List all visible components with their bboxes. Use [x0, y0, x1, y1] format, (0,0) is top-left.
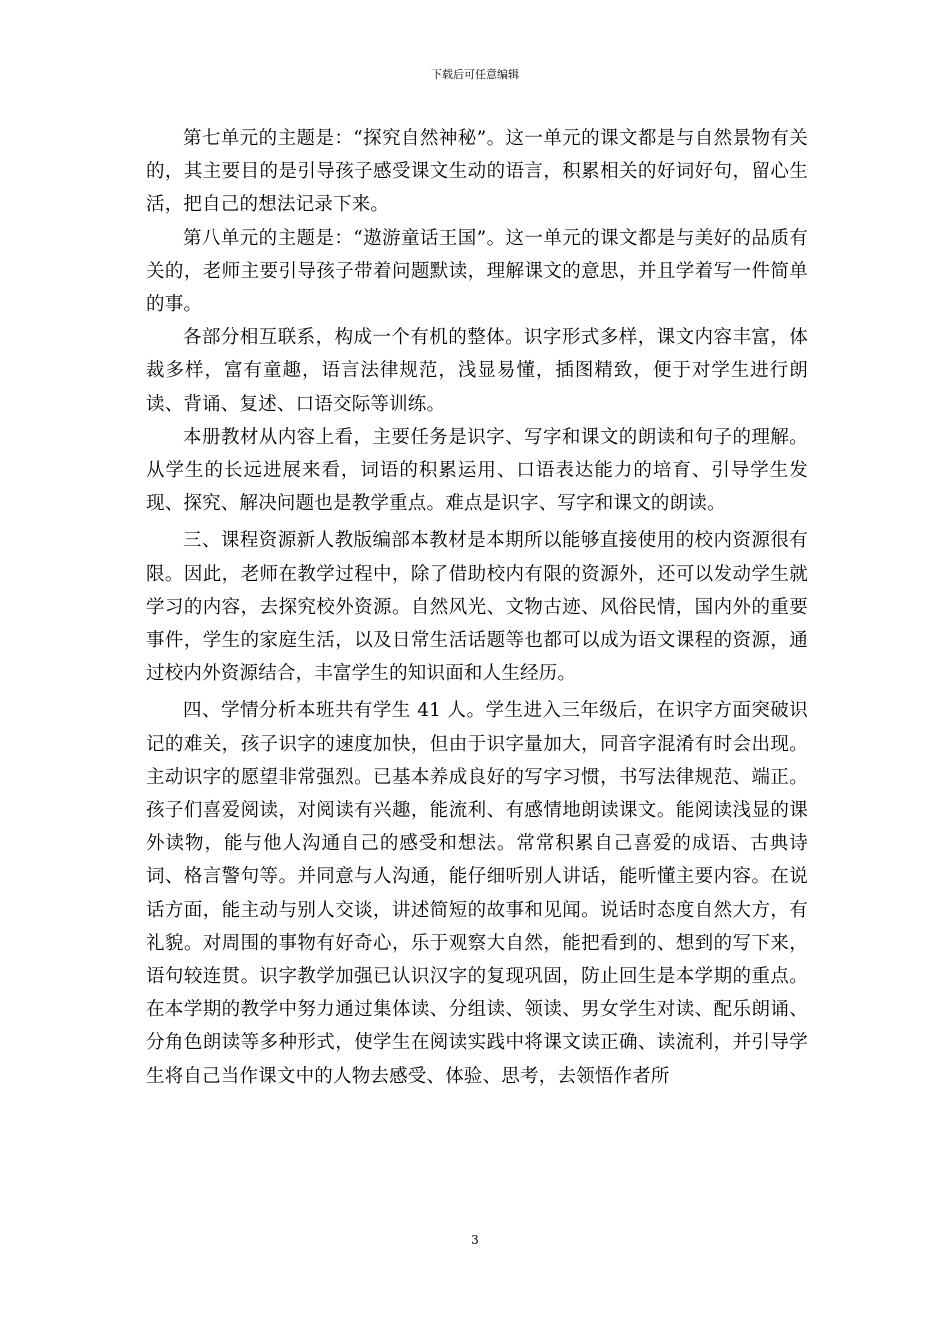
- document-body: [146, 122, 808, 1093]
- paragraph-student-analysis: 四、学情分析本班共有学生 41 人。学生进入三年级后，在识字方面突破识记的难关，孩子识字的速度加快，但由于识字量加大，同音字混淆有时会出现。主动识字的愿望非常强烈。已基本养成良好的写字习惯，书写法律规范、端正。孩子们喜爱阅读，对阅读有兴趣，能流利、有感情地朗读课文。能阅读浅显的课外读物，能与他人沟通自己的感受和想法。常常积累自己喜爱的成语、古典诗词、格言警句等。并同意与人沟通，能仔细听别人讲话，能听懂主要内容。在说话方面，能主动与别人交谈，讲述简短的故事和见闻。说话时态度自然大方，有礼貌。对周围的事物有好奇心，乐于观察大自然，能把看到的、想到的写下来，语句较连贯。识字教学加强已认识汉字的复现巩固，防止回生是本学期的重点。在本学期的教学中努力通过集体读、分组读、领读、男女学生对读、配乐朗诵、分角色朗读等多种形式，使学生在阅读实践中将课文读正确、读流利，并引导学生将自己当作课文中的人物去感受、体验、思考，去领悟作者所: [146, 700, 808, 1087]
- page-header: 下载后可任意编辑: [431, 68, 519, 81]
- paragraph-tasks: 本册教材从内容上看，主要任务是识字、写字和课文的朗读和句子的理解。从学生的长远进展来看，词语的积累运用、口语表达能力的培育、引导学生发现、探究、解决问题也是教学重点。难点是识字、写字和课文的朗读。: [146, 426, 808, 515]
- paragraph-unit-eight: 第八单元的主题是：“遨游童话王国”。这一单元的课文都是与美好的品质有关的，老师主要引导孩子带着问题默读，理解课文的意思，并且学着写一件简单的事。: [146, 227, 808, 316]
- page-number: 3: [471, 1233, 479, 1247]
- paragraph-course-resources: 三、课程资源新人教版编部本教材是本期所以能够直接使用的校内资源很有限。因此，老师在教学过程中，除了借助校内有限的资源外，还可以发动学生就学习的内容，去探究校外资源。自然风光、文物古迹、风俗民情，国内外的重要事件，学生的家庭生活，以及日常生活话题等也都可以成为语文课程的资源，通过校内外资源结合，丰富学生的知识面和人生经历。: [146, 530, 808, 685]
- paragraph-structure: 各部分相互联系，构成一个有机的整体。识字形式多样，课文内容丰富，体裁多样，富有童趣，语言法律规范，浅显易懂，插图精致，便于对学生进行朗读、背诵、复述、口语交际等训练。: [146, 327, 808, 415]
- paragraph-unit-seven: 第七单元的主题是：“探究自然神秘”。这一单元的课文都是与自然景物有关的，其主要目的是引导孩子感受课文生动的语言，积累相关的好词好句，留心生活，把自己的想法记录下来。: [146, 128, 808, 216]
